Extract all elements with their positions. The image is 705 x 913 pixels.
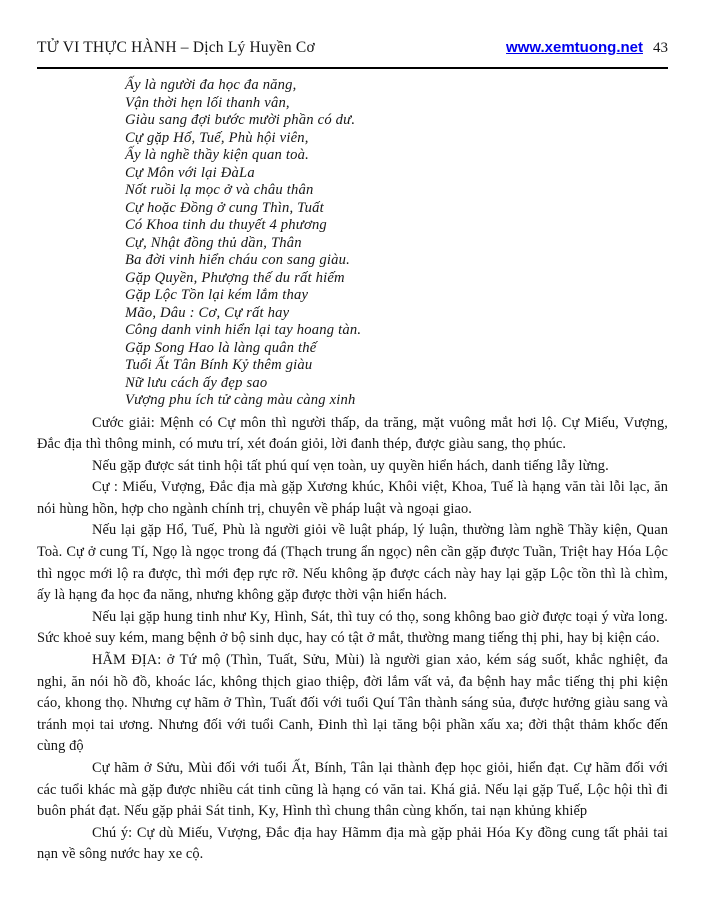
paragraph: Cự : Miếu, Vượng, Đắc địa mà gặp Xương khúc, Khôi việt, Khoa, Tuế là hạng văn tài lỗi lạc, ăn nói hùng hồn, hợp cho ngành chính trị, chuyên về pháp luật và ngoại giao. xyxy=(37,479,668,517)
verse-line: Vượng phu ích tử càng màu càng xinh xyxy=(125,392,356,408)
verse-line: Cự, Nhật đồng thủ dần, Thân xyxy=(125,234,302,251)
verse-line: Ấy là người đa học đa năng, xyxy=(125,77,297,93)
paragraph: Nếu gặp được sát tinh hội tất phú quí vẹn toàn, uy quyền hiển hách, danh tiếng lẫy lừng. xyxy=(92,457,609,474)
header-right xyxy=(506,38,668,58)
verse-line: Gặp Song Hao là làng quân thế xyxy=(125,339,317,356)
paragraph: Cự hãm ở Sửu, Mùi đối với tuổi Ất, Bính, Tân lại thành đẹp học giỏi, hiển đạt. Cự hãm đối với các tuổi khác mà gặp được nhiều cát tinh cũng là hạng có văn tai. Khá giả. Nếu lại gặp Tuế, Lộc hội thì đi buôn phát đạt. Nếu gặp phải Sát tinh, Ky, Hình thì chung thân cùng khốn, tai nạn khủng khiếp xyxy=(37,760,668,820)
paragraph: Cước giải: Mệnh có Cự môn thì người thấp, da trăng, mặt vuông mắt hơi lộ. Cự Miếu, Vượng, Đắc địa thì thông minh, có mưu trí, xét đoán giỏi, lời đanh thép, được giàu sang, thọ phúc. xyxy=(37,414,668,453)
verse-line: Mão, Dâu : Cơ, Cự rất hay xyxy=(125,304,290,321)
verse-line: Ấy là nghề thầy kiện quan toà. xyxy=(125,147,309,163)
book-title: TỬ VI THỰC HÀNH – Dịch Lý Huyền Cơ xyxy=(37,39,315,56)
verse-line: Gặp Quyền, Phượng thế du rất hiếm xyxy=(125,269,345,286)
verse-line: Có Khoa tinh du thuyết 4 phương xyxy=(125,217,327,233)
header-divider xyxy=(37,67,668,69)
page-header xyxy=(37,38,668,58)
paragraph: Nếu lại gặp Hổ, Tuế, Phù là người giỏi về luật pháp, lý luận, thường làm nghề Thầy kiện, Quan Toà. Cự ở cung Tí, Ngọ là ngọc trong đá (Thạch trung ẩn ngọc) nên cần gặp được Tuần, Triệt hay Hóa Lộc thì ngọc mới lộ ra được, thì mới đẹp rực rỡ. Nếu không ặp được cách này hay lại gặp Lộc tồn thì là chìm, ấy là hạng đa học đa năng, nhưng không gặp được thời vận hiển hách. xyxy=(37,522,668,604)
verse-line: Cự hoặc Đồng ở cung Thìn, Tuất xyxy=(125,199,324,216)
paragraph: Chú ý: Cự dù Miếu, Vượng, Đắc địa hay Hãmm địa mà gặp phải Hóa Ky đồng cung tất phải tai nạn về sông nước hay xe cộ. xyxy=(37,824,668,863)
verse-line: Tuổi Ất Tân Bính Kỷ thêm giàu xyxy=(125,357,313,373)
verse-line: Vận thời hẹn lối thanh vân, xyxy=(125,94,290,111)
verse-block xyxy=(125,77,668,410)
verse-line: Ba đời vinh hiển cháu con sang giàu. xyxy=(125,252,350,268)
verse-line: Giàu sang đợi bước mười phần có dư. xyxy=(125,112,356,128)
verse-line: Cự Môn với lại ĐàLa xyxy=(125,164,255,181)
prose-block xyxy=(37,413,668,866)
paragraph: HÃM ĐỊA: ở Tứ mộ (Thìn, Tuất, Sửu, Mùi) là người gian xảo, kém ság suốt, khắc nghiệt, đa nghi, ăn nói hồ đồ, khoác lác, không thịch giao thiệp, đời lắm vất vả, đa bệnh hay mắc tiếng thị phi kiện cáo, khong thọ. Nhưng cự hãm ở Thìn, Tuất đối với tuổi Quí Tân thành sáng sủa, được hưởng giàu sang và tránh mọi tai ương. Nhưng đối với tuổi Canh, Đinh thì lại tăng bội phần xấu xa; đời thật thảm khốc đến cùng độ xyxy=(37,652,668,755)
verse-line: Công danh vinh hiển lại tay hoang tàn. xyxy=(125,322,362,338)
paragraph: Nếu lại gặp hung tinh như Ky, Hình, Sát, thì tuy có thọ, song không bao giờ được toại ý vừa long. Sức khoẻ suy kém, mang bệnh ở bộ sinh dục, hay có tật ở mắt, thường mang tiếng thị phi, hay bị kiện cáo. xyxy=(37,608,668,647)
verse-line: Nốt ruồi lạ mọc ở và châu thân xyxy=(125,182,314,198)
verse-line: Cự gặp Hổ, Tuế, Phù hội viên, xyxy=(125,129,309,146)
page-number: 43 xyxy=(653,40,668,56)
verse-line: Gặp Lộc Tồn lại kém lắm thay xyxy=(125,287,309,303)
verse-line: Nữ lưu cách ấy đẹp sao xyxy=(125,374,268,391)
website-link[interactable]: www.xemtuong.net xyxy=(506,39,643,56)
